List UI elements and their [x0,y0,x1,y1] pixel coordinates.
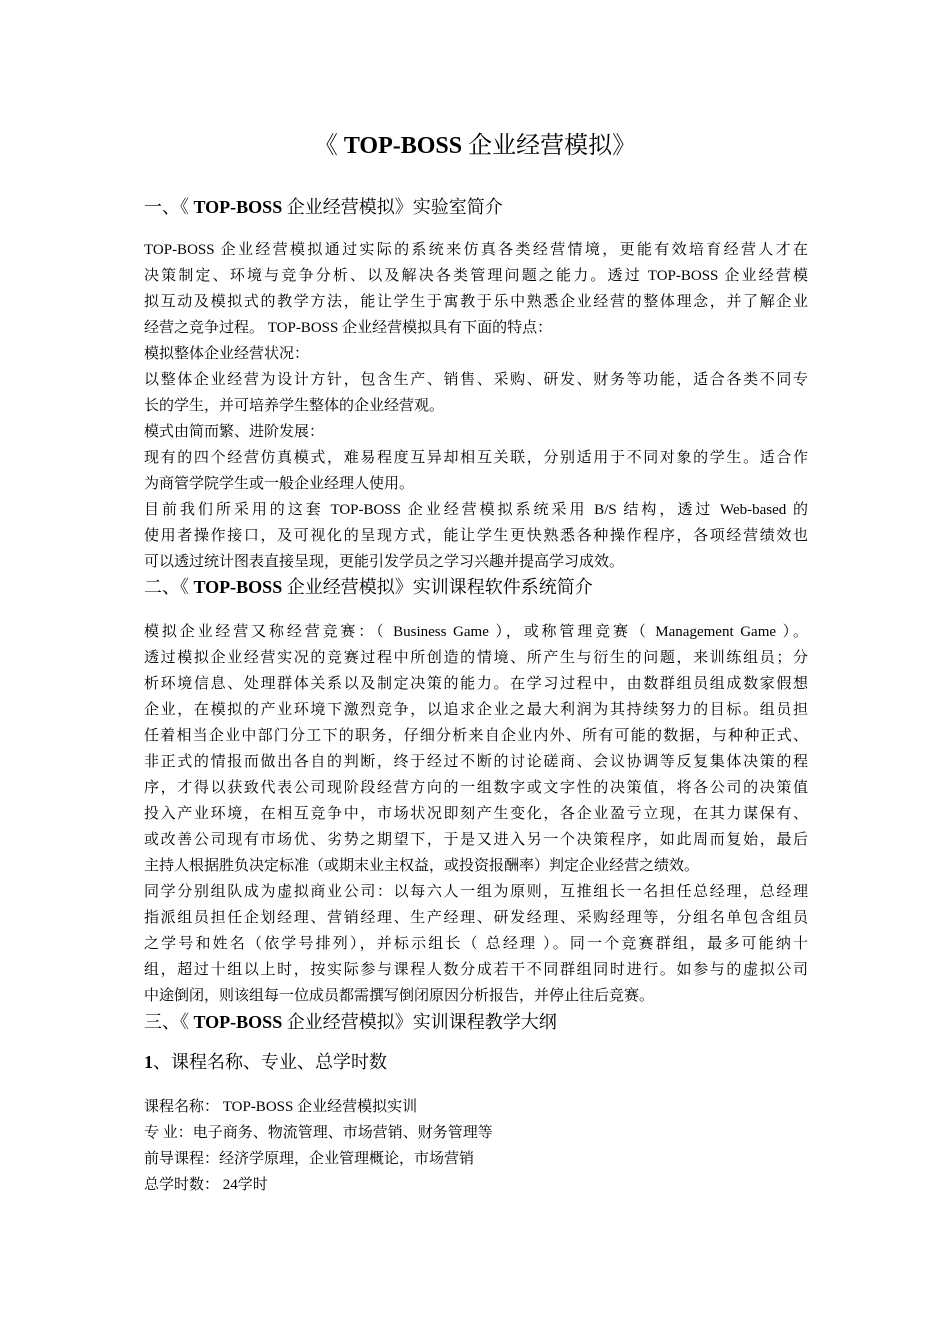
section1-line: 以整体企业经营为设计方针，包含生产、销售、采购、研发、财务等功能，适合各类不同专 [144,372,808,388]
subheading-text: 、课程名称、专业、总学时数 [153,1052,387,1072]
section1-heading [144,194,503,220]
section1-line: 使用者操作接口，及可视化的呈现方式，能让学生更快熟悉各种操作程序，各项经营绩效也 [144,528,808,544]
section2-line: 主持人根据胜负决定标准（或期末业主权益，或投资报酬率）判定企业经营之绩效。 [144,858,700,874]
section1-heading-suffix: 企业经营模拟》实验室简介 [282,197,503,217]
section3-heading-suffix: 企业经营模拟》实训课程教学大纲 [282,1012,557,1032]
section2-line: 或改善公司现有市场优、劣势之期望下，于是又进入另一个决策程序，如此周而复始，最后 [144,832,808,848]
section1-line: 拟互动及模拟式的教学方法，能让学生于寓教于乐中熟悉企业经营的整体理念，并了解企业 [144,294,808,310]
section3-subheading [144,1049,387,1075]
section2-body [144,619,808,1009]
section2-heading-brand: TOP-BOSS [193,577,283,597]
section1-heading-brand: TOP-BOSS [193,197,283,217]
section2-heading-suffix: 企业经营模拟》实训课程软件系统简介 [282,577,593,597]
section1-line: 为商管学院学生或一般企业经理人使用。 [144,476,415,492]
title-prefix: 《 [313,133,344,159]
section2-line: 非正式的情报而做出各自的判断，终于经过不断的讨论磋商、会议协调等反复集体决策的程 [144,754,808,770]
section2-line: 指派组员担任企划经理、营销经理、生产经理、研发经理、采购经理等，分组名单包含组员 [144,910,808,926]
section2-line: 中途倒闭，则该组每一位成员都需撰写倒闭原因分析报告，并停止往后竞赛。 [144,988,655,1004]
section1-line: 经营之竞争过程。 TOP-BOSS 企业经营模拟具有下面的特点： [144,320,553,336]
course-info [144,1094,493,1198]
section2-line: 投入产业环境，在相互竞争中，市场状况即刻产生变化，各企业盈亏立现，在其力谋保有、 [144,806,808,822]
section1-line: 决策制定、环境与竞争分析、以及解决各类管理问题之能力。透过 TOP-BOSS 企业经营模 [144,268,808,284]
section1-line: 模式由简而繁、进阶发展： [144,424,325,440]
section3-heading [144,1009,557,1035]
section1-body [144,237,808,575]
page-title [0,128,950,164]
section2-line: 同学分别组队成为虚拟商业公司：以每六人一组为原则，互推组长一名担任总经理，总经理 [144,884,808,900]
section2-heading [144,574,593,600]
major-row: 专 业：电子商务、物流管理、市场营销、财务管理等 [144,1125,493,1141]
section1-line: 可以透过统计图表直接呈现，更能引发学员之学习兴趣并提高学习成效。 [144,554,625,570]
subheading-number: 1 [144,1052,153,1072]
section2-heading-prefix: 二、《 [144,577,194,597]
section1-line: 目前我们所采用的这套 TOP-BOSS 企业经营模拟系统采用 B/S 结构，透过 Web-based 的 [144,502,808,518]
section2-line: 任着相当企业中部门分工下的职务，仔细分析来自企业内外、所有可能的数据，与种种正式、 [144,728,808,744]
section1-line: 模拟整体企业经营状况： [144,346,310,362]
section2-line: 析环境信息、处理群体关系以及制定决策的能力。在学习过程中，由数群组员组成数家假想 [144,676,808,692]
title-suffix: 企业经营模拟》 [462,133,637,159]
title-brand: TOP-BOSS [343,133,463,159]
total-hours-row: 总学时数： 24学时 [144,1177,268,1193]
prerequisite-row: 前导课程：经济学原理，企业管理概论，市场营销 [144,1151,475,1167]
course-name-row: 课程名称： TOP-BOSS 企业经营模拟实训 [144,1099,418,1115]
section1-line: 长的学生，并可培养学生整体的企业经营观。 [144,398,445,414]
section2-line: 透过模拟企业经营实况的竞赛过程中所创造的情境、所产生与衍生的问题，来训练组员；分 [144,650,808,666]
section2-line: 企业，在模拟的产业环境下激烈竞争，以追求企业之最大利润为其持续努力的目标。组员担 [144,702,808,718]
section2-line: 序，才得以获致代表公司现阶段经营方向的一组数字或文字性的决策值，将各公司的决策值 [144,780,808,796]
section1-line: TOP-BOSS 企业经营模拟通过实际的系统来仿真各类经营情境，更能有效培育经营人才在 [144,242,808,258]
section2-line: 之学号和姓名（依学号排列），并标示组长（ 总经理 ）。同一个竞赛群组，最多可能纳十 [144,936,808,952]
section1-line: 现有的四个经营仿真模式，难易程度互异却相互关联，分别适用于不同对象的学生。适合作 [144,450,808,466]
section1-heading-prefix: 一、《 [144,197,194,217]
section3-heading-brand: TOP-BOSS [193,1012,283,1032]
section2-line: 组，超过十组以上时，按实际参与课程人数分成若干不同群组同时进行。如参与的虚拟公司 [144,962,808,978]
section3-heading-prefix: 三、《 [144,1012,194,1032]
section2-line: 模拟企业经营又称经营竞赛：（ Business Game ），或称管理竞赛（ Management Game ）。 [144,624,808,640]
